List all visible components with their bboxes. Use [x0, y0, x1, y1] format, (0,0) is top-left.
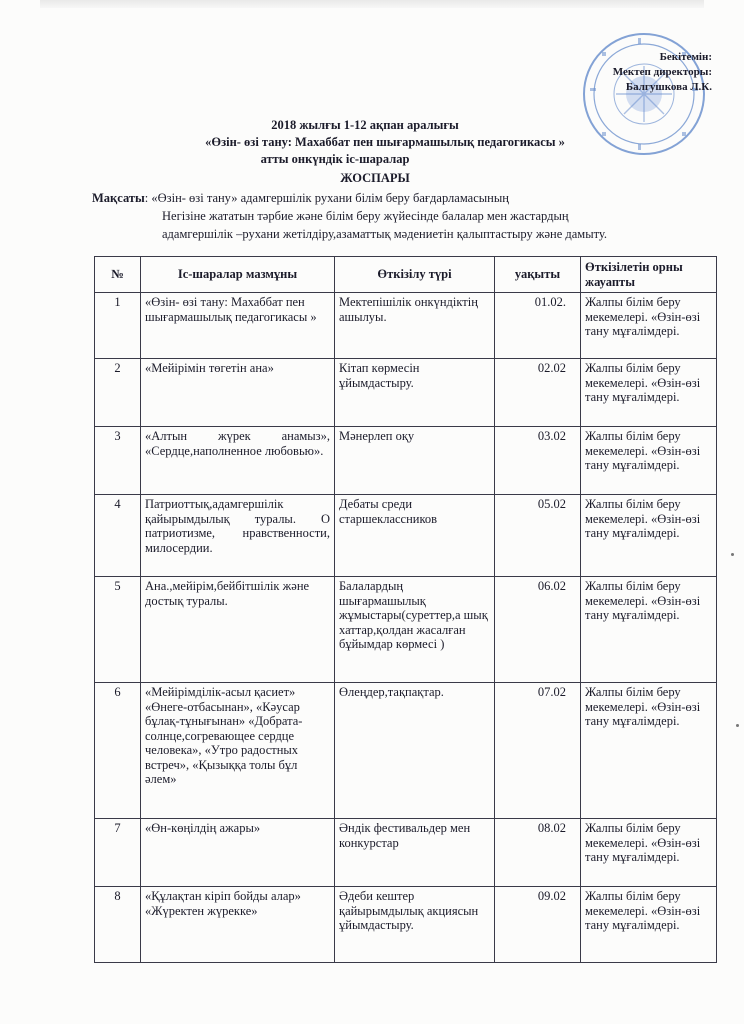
- approval-line-3: Балгушкова Л.К.: [625, 81, 712, 93]
- cell-time: 08.02: [495, 819, 581, 887]
- cell-place: Жалпы білім беру мекемелері. «Өзін-өзі тану мұғалімдері.: [581, 293, 717, 359]
- cell-type: Кітап көрмесін ұйымдастыру.: [335, 359, 495, 427]
- header-type: Өткізілу түрі: [335, 257, 495, 293]
- scan-top-edge: [40, 0, 704, 8]
- document-subtitle: атты онкүндік іс-шаралар: [260, 152, 410, 166]
- cell-type: Мәнерлеп оқу: [335, 427, 495, 495]
- cell-number: 2: [95, 359, 141, 427]
- approval-line-1: Бекітемін:: [659, 51, 712, 63]
- purpose-line-3: адамгершілік –рухани жетілдіру,азаматтық мәдениетін қалыптастыру және дамыту.: [162, 227, 608, 241]
- cell-place: Жалпы білім беру мекемелері. «Өзін-өзі тану мұғалімдері.: [581, 887, 717, 963]
- cell-time: 05.02: [495, 495, 581, 577]
- document-plan-label: ЖОСПАРЫ: [340, 171, 410, 185]
- table-row: [95, 495, 717, 577]
- cell-content: «Құлақтан кіріп бойды алар» «Жүректен жүрекке»: [141, 887, 335, 963]
- table-row: [95, 577, 717, 683]
- cell-type: Дебаты среди старшеклассников: [335, 495, 495, 577]
- header-place: Өткізілетін орны жауапты: [581, 257, 717, 293]
- cell-number: 3: [95, 427, 141, 495]
- header-number: №: [95, 257, 141, 293]
- approval-line-2: Мектеп директоры:: [612, 66, 712, 78]
- purpose-label: Мақсаты: [92, 191, 145, 205]
- cell-place: Жалпы білім беру мекемелері. «Өзін-өзі тану мұғалімдері.: [581, 427, 717, 495]
- cell-content: Патриоттық,адамгершілік қайырымдылық туралы. О патриотизме, нравственности, милосердии.: [141, 495, 335, 577]
- cell-place: Жалпы білім беру мекемелері. «Өзін-өзі тану мұғалімдері.: [581, 495, 717, 577]
- table-row: [95, 427, 717, 495]
- purpose-line-2: Негізіне жататын тәрбие және білім беру жүйесінде балалар мен жастардың: [162, 209, 569, 223]
- events-table: [94, 256, 717, 963]
- cell-place: Жалпы білім беру мекемелері. «Өзін-өзі тану мұғалімдері.: [581, 683, 717, 819]
- cell-time: 09.02: [495, 887, 581, 963]
- purpose-line-1: : «Өзін- өзі тану» адамгершілік рухани білім беру бағдарламасының: [144, 191, 509, 205]
- purpose-paragraph: [92, 189, 712, 243]
- cell-number: 6: [95, 683, 141, 819]
- cell-type: Балалардың шығармашылық жұмыстары(суреттер,а шық хаттар,қолдан жасалған бұйымдар көрмесі ): [335, 577, 495, 683]
- header-time: уақыты: [495, 257, 581, 293]
- cell-content: «Алтын жүрек анамыз», «Сердце,наполненное любовью».: [141, 427, 335, 495]
- cell-type: Мектепішілік онкүндіктің ашылуы.: [335, 293, 495, 359]
- cell-place: Жалпы білім беру мекемелері. «Өзін-өзі тану мұғалімдері.: [581, 359, 717, 427]
- table-row: [95, 293, 717, 359]
- cell-type: Әдеби кештер қайырымдылық акциясын ұйымдастыру.: [335, 887, 495, 963]
- table-row: [95, 359, 717, 427]
- document-title: «Өзін- өзі тану: Махаббат пен шығармашылық педагогикасы »: [205, 135, 565, 149]
- cell-number: 5: [95, 577, 141, 683]
- cell-content: «Мейірімін төгетін ана»: [141, 359, 335, 427]
- cell-content: Ана.,мейірім,бейбітшілік және достық туралы.: [141, 577, 335, 683]
- cell-content: «Мейірімділік-асыл қасиет» «Өнеге-отбасынан», «Кәусар бұлақ-тұнығынан» «Добрата-солнце,согревающее сердце человека», «Утро радостных встреч», «Қызыққа толы бұл әлем»: [141, 683, 335, 819]
- cell-time: 01.02.: [495, 293, 581, 359]
- header-content: Іс-шаралар мазмұны: [141, 257, 335, 293]
- cell-content: «Өзін- өзі тану: Махаббат пен шығармашылық педагогикасы »: [141, 293, 335, 359]
- document-date-range: 2018 жылғы 1-12 ақпан аралығы: [271, 118, 459, 132]
- cell-number: 1: [95, 293, 141, 359]
- cell-number: 4: [95, 495, 141, 577]
- table-row: [95, 887, 717, 963]
- cell-type: Өлеңдер,тақпақтар.: [335, 683, 495, 819]
- cell-time: 07.02: [495, 683, 581, 819]
- cell-content: «Өн-көңілдің ажары»: [141, 819, 335, 887]
- cell-time: 03.02: [495, 427, 581, 495]
- scan-speck: [736, 724, 739, 727]
- cell-time: 06.02: [495, 577, 581, 683]
- table-row: [95, 683, 717, 819]
- scan-speck: [731, 553, 734, 556]
- cell-place: Жалпы білім беру мекемелері. «Өзін-өзі тану мұғалімдері.: [581, 819, 717, 887]
- approval-block: [542, 50, 712, 95]
- cell-place: Жалпы білім беру мекемелері. «Өзін-өзі тану мұғалімдері.: [581, 577, 717, 683]
- cell-number: 8: [95, 887, 141, 963]
- cell-type: Әндік фестивальдер мен конкурстар: [335, 819, 495, 887]
- table-row: [95, 819, 717, 887]
- cell-time: 02.02: [495, 359, 581, 427]
- cell-number: 7: [95, 819, 141, 887]
- table-header-row: [95, 257, 717, 293]
